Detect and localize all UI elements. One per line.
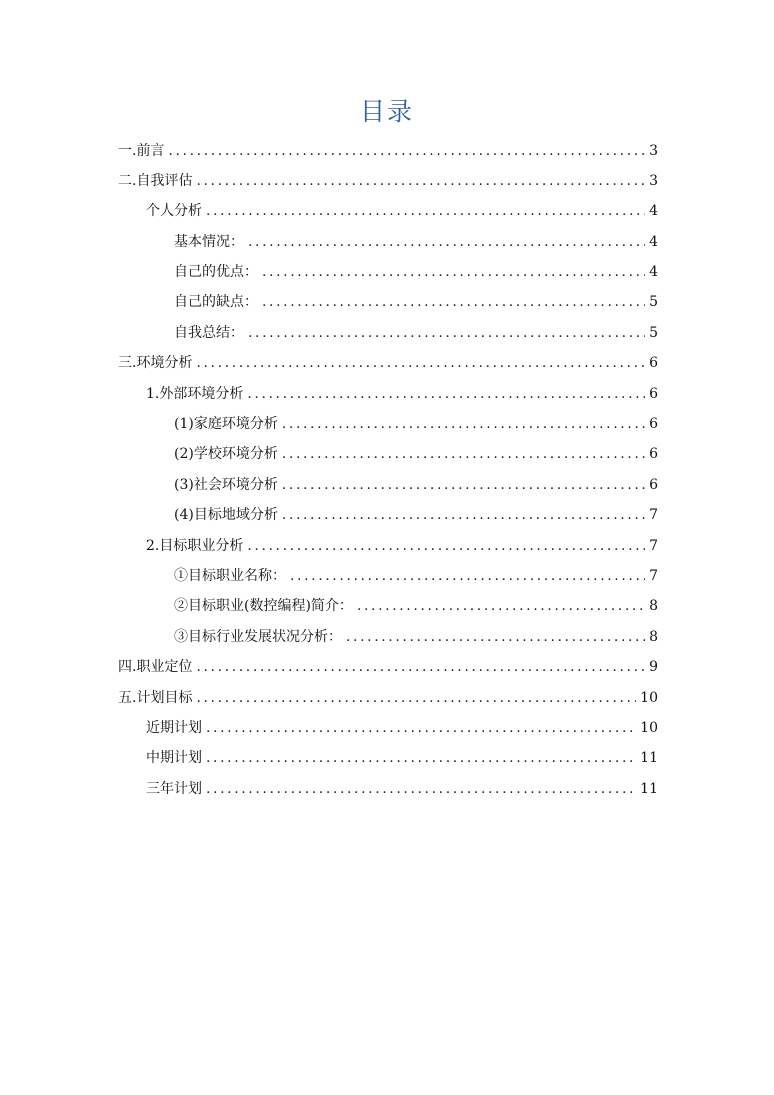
dot-leader xyxy=(247,383,645,405)
toc-entry-label: 自我总结： xyxy=(174,325,244,341)
toc-entry[interactable] xyxy=(118,656,658,678)
toc-entry[interactable] xyxy=(174,595,658,617)
toc-entry-page: 10 xyxy=(640,720,658,736)
toc-entry[interactable] xyxy=(174,565,658,587)
dot-leader xyxy=(247,535,645,557)
toc-entry[interactable] xyxy=(146,200,658,222)
toc-entry-page: 8 xyxy=(649,629,658,645)
dot-leader xyxy=(282,504,645,526)
toc-entry-page: 5 xyxy=(649,325,658,341)
toc-entry-label: 三.环境分析 xyxy=(118,355,193,371)
toc-entry[interactable] xyxy=(118,352,658,374)
toc-entry[interactable] xyxy=(146,535,658,557)
toc-entry-label: 自己的缺点： xyxy=(174,294,258,310)
dot-leader xyxy=(206,778,636,800)
toc-entry-page: 6 xyxy=(649,386,658,402)
toc-entry-label: (1)家庭环境分析 xyxy=(174,416,278,432)
toc-entry-label: 中期计划 xyxy=(146,750,202,766)
toc-entry-page: 3 xyxy=(649,143,658,159)
toc-entry[interactable] xyxy=(174,231,658,253)
dot-leader xyxy=(290,565,645,587)
toc-entry[interactable] xyxy=(174,443,658,465)
dot-leader xyxy=(196,352,645,374)
dot-leader xyxy=(196,656,645,678)
dot-leader xyxy=(346,626,645,648)
dot-leader xyxy=(262,291,645,313)
toc-entry[interactable] xyxy=(174,413,658,435)
toc-entry[interactable] xyxy=(174,322,658,344)
toc-entry-page: 6 xyxy=(649,416,658,432)
toc-entry-label: 近期计划 xyxy=(146,720,202,736)
toc-entry-page: 11 xyxy=(640,750,658,766)
toc-entry-page: 7 xyxy=(649,507,658,523)
toc-entry[interactable] xyxy=(146,778,658,800)
dot-leader xyxy=(282,443,645,465)
dot-leader xyxy=(282,413,645,435)
toc-entry[interactable] xyxy=(118,687,658,709)
toc-entry-label: 1.外部环境分析 xyxy=(146,386,244,402)
dot-leader xyxy=(168,140,645,162)
toc-entry-page: 9 xyxy=(649,659,658,675)
toc-entry-label: (3)社会环境分析 xyxy=(174,477,278,493)
toc-entry[interactable] xyxy=(146,383,658,405)
toc-entry-label: 个人分析 xyxy=(146,203,202,219)
dot-leader xyxy=(248,231,645,253)
toc-entry-label: 2.目标职业分析 xyxy=(146,538,244,554)
toc-entry[interactable] xyxy=(118,170,658,192)
toc-entry[interactable] xyxy=(146,747,658,769)
dot-leader xyxy=(282,474,645,496)
toc-entry[interactable] xyxy=(174,261,658,283)
dot-leader xyxy=(196,687,636,709)
toc-entry-label: 五.计划目标 xyxy=(118,690,193,706)
toc-entry-page: 6 xyxy=(649,355,658,371)
toc-entry-page: 7 xyxy=(649,538,658,554)
dot-leader xyxy=(206,200,645,222)
toc-entry-page: 4 xyxy=(649,234,658,250)
toc-entry[interactable] xyxy=(174,474,658,496)
dot-leader xyxy=(262,261,645,283)
toc-entry-page: 11 xyxy=(640,781,658,797)
toc-entry[interactable] xyxy=(118,140,658,162)
toc-entry-label: 基本情况： xyxy=(174,234,244,250)
toc-entry[interactable] xyxy=(146,717,658,739)
toc-entry-page: 10 xyxy=(640,690,658,706)
toc-entry[interactable] xyxy=(174,626,658,648)
toc-entry-page: 4 xyxy=(649,203,658,219)
toc-entry-page: 3 xyxy=(649,173,658,189)
toc-entry-label: (2)学校环境分析 xyxy=(174,446,278,462)
toc-entry-label: ①目标职业名称： xyxy=(174,568,286,584)
toc-entry-page: 6 xyxy=(649,446,658,462)
dot-leader xyxy=(248,322,645,344)
toc-entry-label: 一.前言 xyxy=(118,143,165,159)
toc-entry-page: 6 xyxy=(649,477,658,493)
toc-entry-label: 二.自我评估 xyxy=(118,173,193,189)
dot-leader xyxy=(196,170,645,192)
dot-leader xyxy=(357,595,645,617)
toc-entry-page: 5 xyxy=(649,294,658,310)
toc-entry-label: 四.职业定位 xyxy=(118,659,193,675)
dot-leader xyxy=(206,717,636,739)
toc-entry-label: ③目标行业发展状况分析： xyxy=(174,629,342,645)
dot-leader xyxy=(206,747,636,769)
toc-entry[interactable] xyxy=(174,504,658,526)
toc-entry-label: (4)目标地域分析 xyxy=(174,507,278,523)
toc-entry-label: 自己的优点： xyxy=(174,264,258,280)
toc-entry-page: 7 xyxy=(649,568,658,584)
toc-entry-label: ②目标职业(数控编程)简介： xyxy=(174,598,353,614)
toc-entry-page: 4 xyxy=(649,264,658,280)
toc-entry-label: 三年计划 xyxy=(146,781,202,797)
document-title: 目录 xyxy=(359,97,414,126)
toc-entry-page: 8 xyxy=(649,598,658,614)
toc-entry[interactable] xyxy=(174,291,658,313)
